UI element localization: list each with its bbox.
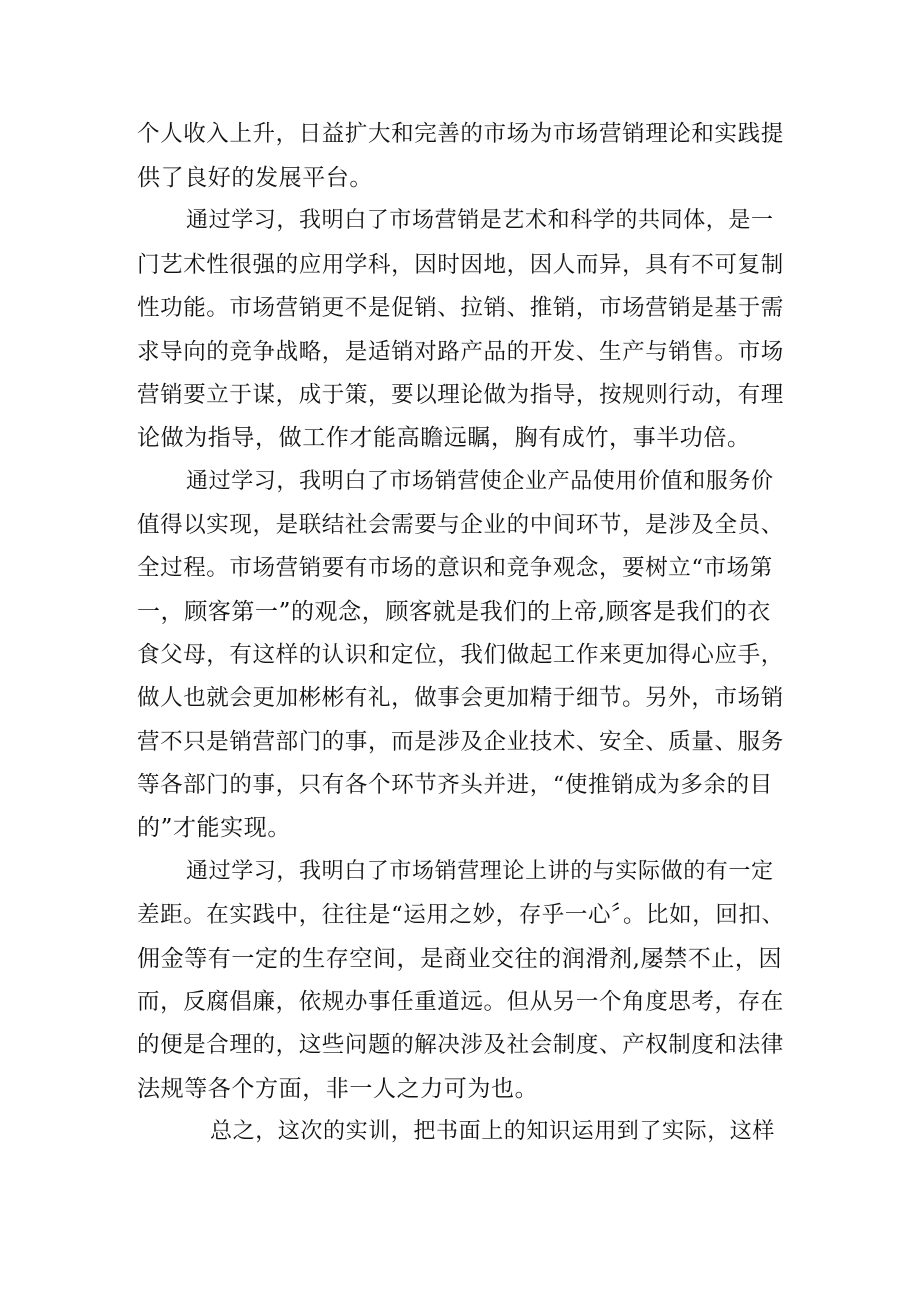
text-line: 食父母，有这样的认识和定位，我们做起工作来更加得心应手， xyxy=(137,642,784,668)
text-line: 而，反腐倡廉，依规办事任重道远。但从另一个角度思考，存在 xyxy=(137,989,784,1015)
text-line: 差距。在实践中，往往是“运用之妙，存乎一心〞。比如，回扣、 xyxy=(137,902,785,928)
text-line: 全过程。市场营销要有市场的意识和竞争观念，要树立“市场第 xyxy=(137,555,773,581)
text-line: 求导向的竞争战略，是适销对路产品的开发、生产与销售。市场 xyxy=(137,339,784,365)
text-line: 论做为指导，做工作才能高瞻远瞩，胸有成竹，事半功倍。 xyxy=(137,425,751,451)
text-line: 供了良好的发展平台。 xyxy=(137,165,373,191)
paragraph-start-line: 通过学习，我明白了市场营销是艺术和科学的共同体，是一 xyxy=(186,208,774,233)
text-line: 佣金等有一定的生存空间，是商业交往的润滑剂,屡禁不止，因 xyxy=(137,946,783,972)
text-line: 营销要立于谋，成于策，要以理论做为指导，按规则行动，有理 xyxy=(137,382,784,408)
text-line: 门艺术性很强的应用学科，因时因地，因人而异，具有不可复制 xyxy=(137,252,784,278)
text-line: 法规等各个方面，非一人之力可为也。 xyxy=(137,1076,539,1102)
paragraph-start-line: 通过学习，我明白了市场销营使企业产品使用价值和服务价 xyxy=(186,469,774,494)
text-line: 一，顾客第一”的观念，顾客就是我们的上帝,顾客是我们的衣 xyxy=(137,599,771,625)
text-line: 个人收入上升，日益扩大和完善的市场为市场营销理论和实践提 xyxy=(137,121,784,147)
text-line: 值得以实现，是联结社会需要与企业的中间环节，是涉及全员、 xyxy=(137,512,784,538)
paragraph-start-line: 通过学习，我明白了市场销营理论上讲的与实际做的有一定 xyxy=(186,859,774,884)
text-line: 的便是合理的，这些问题的解决涉及社会制度、产权制度和法律 xyxy=(137,1032,784,1058)
text-line: 做人也就会更加彬彬有礼，做事会更加精于细节。另外，市场销 xyxy=(137,685,784,711)
text-line: 性功能。市场营销更不是促销、拉销、推销，市场营销是基于需 xyxy=(137,295,784,321)
paragraph-start-line: 总之，这次的实训，把书面上的知识运用到了实际，这样 xyxy=(210,1119,776,1144)
text-line: 营不只是销营部门的事，而是涉及企业技术、安全、质量、服务 xyxy=(137,729,784,755)
text-line: 等各部门的事，只有各个环节齐头并进，“使推销成为多余的目 xyxy=(137,772,773,798)
text-line: 的”才能实现。 xyxy=(137,815,291,841)
